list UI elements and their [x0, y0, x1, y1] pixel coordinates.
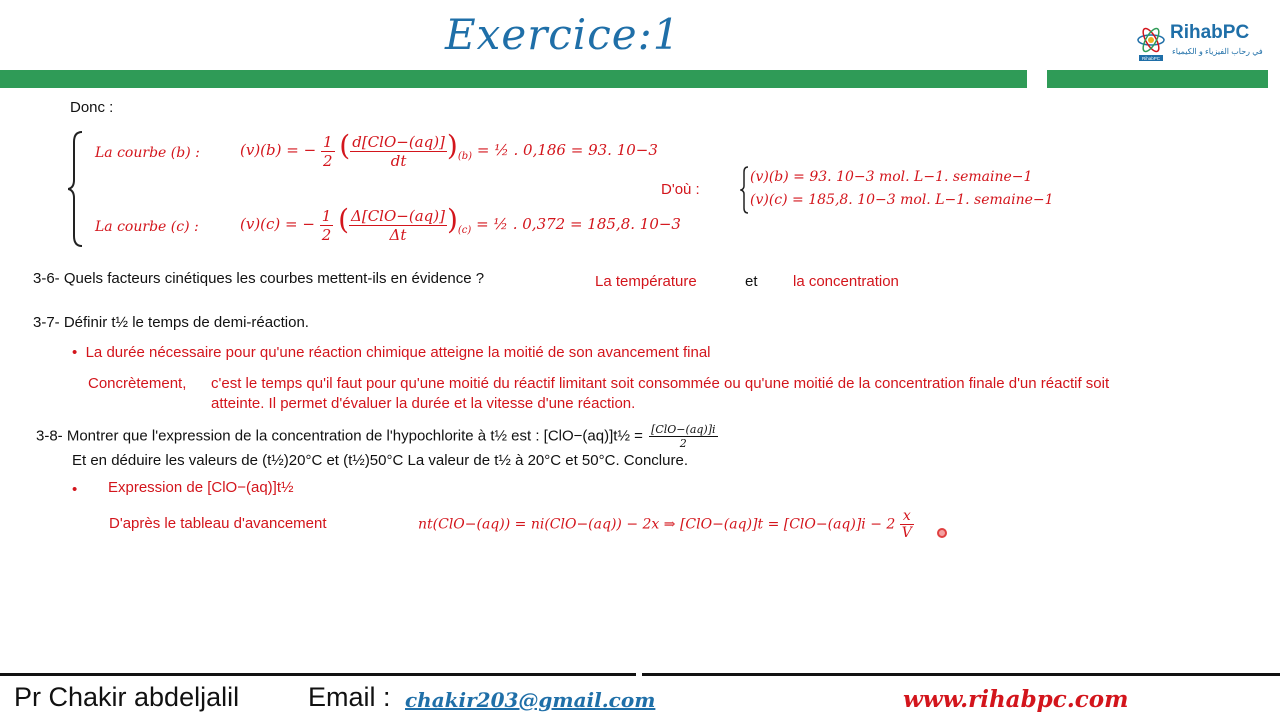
bullet-definition: • La durée nécessaire pour qu'une réaction chimique atteigne la moitié de son avancement final — [72, 344, 711, 361]
courbe-c-label: La courbe (c) : — [95, 219, 199, 235]
concretement-line-2: atteinte. Il permet d'évaluer la durée et la vitesse d'une réaction. — [211, 395, 636, 412]
courbe-b-label: La courbe (b) : — [95, 145, 200, 161]
donc-label: Donc : — [70, 99, 114, 116]
footer-email-label: Email : — [308, 682, 391, 712]
courbe-c-frac-delta: $\frac{\text{Δ[ClO−(aq)]}}{\Delta t}$ — [351, 206, 445, 244]
courbe-c-equation: (v)(c) = − $\frac{1}{2}$ ( $\frac{\text{Δ[ClO−(aq)]}}{\Delta t}$ )$_{(c)}$ = ½ . 0,372 = 185,8. 10−3 — [240, 203, 681, 244]
dou-line-2: (v)(c) = 185,8. 10−3 mol. L−1. semaine−1 — [750, 192, 1054, 208]
x-over-v: $\frac{x}{V}$ — [901, 508, 912, 541]
footer-line-right — [642, 673, 1280, 676]
header-green-bar-right — [1047, 70, 1268, 88]
concretement-line-1: c'est le temps qu'il faut pour qu'une moitié du réactif limitant soit consommée ou qu'une moitié de la concentration finale d'un réactif soit — [211, 375, 1110, 392]
courbe-b-frac-deriv: $\frac{\text{d[ClO−(aq)]}}{dt}$ — [352, 132, 445, 170]
question-3-7: 3-7- Définir t½ le temps de demi-réaction. — [33, 314, 309, 331]
courbe-b-expr-left: (v)(b) = − — [240, 141, 317, 159]
bullet-dot: • — [72, 344, 86, 361]
footer-author: Pr Chakir abdeljalil — [14, 682, 240, 712]
atom-icon — [1136, 24, 1166, 62]
answer-concentration: la concentration — [793, 273, 899, 290]
page-title: Exercice:1 — [445, 10, 681, 59]
courbe-c-frac-half: $\frac{1}{2}$ — [321, 206, 332, 244]
question-3-8-line-2: Et en déduire les valeurs de (t½)20°C et (t½)50°C La valeur de t½ à 20°C et 50°C. Conclure. — [72, 452, 688, 469]
bullet-dot: • — [72, 481, 78, 498]
left-brace — [68, 130, 86, 248]
rihabpc-logo — [1136, 22, 1266, 66]
dou-line-1: (v)(b) = 93. 10−3 mol. L−1. semaine−1 — [750, 169, 1033, 185]
footer-line-left — [0, 673, 636, 676]
bullet-expression — [72, 481, 77, 498]
logo-subtitle: في رحاب الفيزياء و الكيمياء — [1172, 47, 1263, 56]
svg-text:RihabPC: RihabPC — [1141, 56, 1161, 61]
answer-connector: et — [745, 273, 758, 290]
footer-email-link[interactable]: chakir203@gmail.com — [405, 688, 656, 712]
pointer-dot — [937, 528, 947, 538]
logo-brand: RihabPC — [1170, 22, 1250, 43]
concretement-label: Concrètement, — [88, 375, 187, 392]
dou-brace — [740, 166, 750, 214]
courbe-b-equation: (v)(b) = − $\frac{1}{2}$ ( $\frac{\text{d[ClO−(aq)]}}{dt}$ )$_{(b)}$ = ½ . 0,186 = 93. 10−3 — [240, 129, 658, 170]
question-3-6: 3-6- Quels facteurs cinétiques les courbes mettent-ils en évidence ? — [33, 270, 485, 287]
answer-temperature: La température — [595, 273, 697, 290]
courbe-c-expr-left: (v)(c) = − — [240, 215, 315, 233]
dou-label: D'où : — [661, 181, 700, 198]
courbe-b-result: = ½ . 0,186 = 93. 10−3 — [476, 141, 658, 159]
header-green-bar-left — [0, 70, 1027, 88]
courbe-c-result: = ½ . 0,372 = 185,8. 10−3 — [476, 215, 681, 233]
footer-site-link[interactable]: www.rihabpc.com — [903, 686, 1129, 713]
question-3-8: 3-8- Montrer que l'expression de la concentration de l'hypochlorite à t½ est : [ClO−(aq)]t½ = $\frac{\text{[ClO−(aq)]i}}{2}$ — [36, 423, 716, 450]
expression-label: Expression de [ClO−(aq)]t½ — [108, 479, 294, 496]
courbe-b-frac-half: $\frac{1}{2}$ — [322, 132, 333, 170]
tableau-equation: nt(ClO−(aq)) = ni(ClO−(aq)) − 2x ⇒ [ClO−(aq)]t = [ClO−(aq)]i − 2 $\frac{x}{V}$ — [418, 508, 912, 541]
q38-fraction: $\frac{\text{[ClO−(aq)]i}}{2}$ — [651, 423, 716, 450]
tableau-label: D'après le tableau d'avancement — [109, 515, 327, 532]
